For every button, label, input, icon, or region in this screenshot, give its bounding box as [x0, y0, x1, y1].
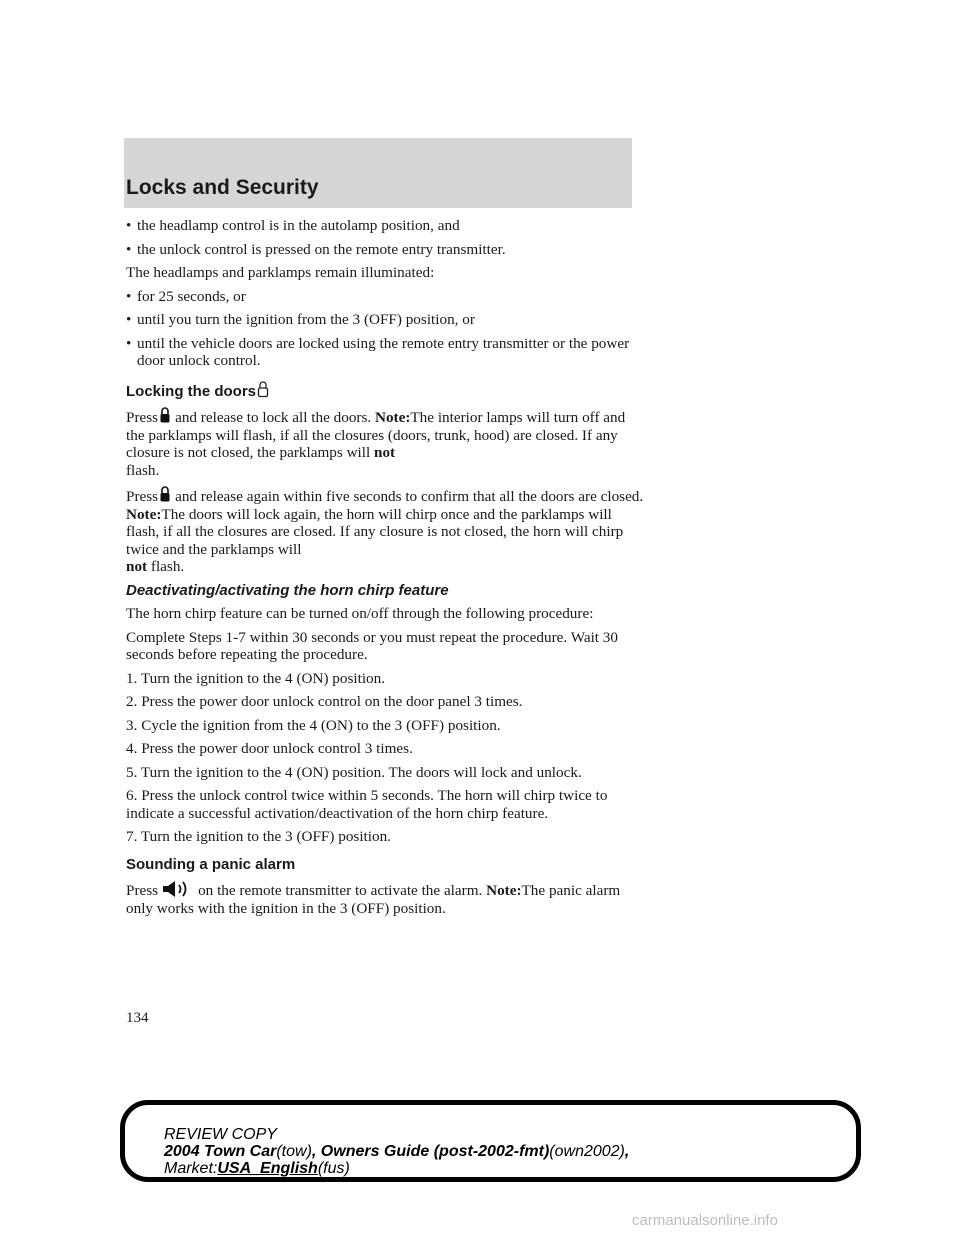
- bullet-dot: •: [126, 217, 132, 234]
- page-content: [126, 217, 646, 923]
- page-number: 134: [126, 1010, 149, 1026]
- bullet-dot: •: [126, 287, 132, 305]
- list-item: • until the vehicle doors are locked using the remote entry transmitter or the power door unlock control.: [126, 334, 630, 369]
- step-item: 1. Turn the ignition to the 4 (ON) position.: [126, 669, 386, 687]
- paragraph-lock-press: Press and release to lock all the doors. Note:The interior lamps will turn off and the parklamps will flash, if all the closures (doors, trunk, hood) are closed. If any closure is not closed, the parklamps will not flash.: [126, 406, 646, 479]
- step-item: 5. Turn the ignition to the 4 (ON) position. The doors will lock and unlock.: [126, 763, 582, 781]
- review-model-line: 2004 Town Car(tow), Owners Guide (post-2002-fmt)(own2002),: [164, 1143, 630, 1160]
- list-item: • the headlamp control is in the autolamp position, and: [126, 217, 460, 234]
- review-copy-text: [164, 1126, 629, 1177]
- step-item: 7. Turn the ignition to the 3 (OFF) position.: [126, 828, 391, 845]
- watermark: carmanualsonline.info: [632, 1212, 778, 1229]
- lock-icon: [257, 380, 269, 398]
- review-market-line: Market:USA_English(fus): [164, 1160, 350, 1177]
- paragraph-horn-intro: The horn chirp feature can be turned on/off through the following procedure:: [126, 605, 594, 622]
- list-item: • until you turn the ignition from the 3 (OFF) position, or: [126, 311, 475, 328]
- step-item: 2. Press the power door unlock control on the door panel 3 times.: [126, 693, 523, 710]
- paragraph-headlamps: The headlamps and parklamps remain illuminated:: [126, 264, 435, 281]
- horn-icon: [160, 879, 194, 899]
- paragraph-horn-complete: Complete Steps 1-7 within 30 seconds or you must repeat the procedure. Wait 30 seconds before repeating the procedure.: [126, 628, 618, 663]
- section-title: Locks and Security: [126, 176, 319, 199]
- heading-panic-alarm: Sounding a panic alarm: [126, 855, 296, 873]
- heading-locking-doors: Locking the doors: [126, 380, 646, 401]
- lock-icon: [159, 485, 171, 503]
- list-item: • for 25 seconds, or: [126, 287, 246, 305]
- list-item: • the unlock control is pressed on the remote entry transmitter.: [126, 240, 506, 258]
- paragraph-lock-confirm: Press and release again within five seconds to confirm that all the doors are closed. Note:The doors will lock again, the horn will chirp once and the parklamps will flash, if all the closures are closed. If any closure is not closed, the horn will chirp twice and the parklamps will not flash.: [126, 485, 646, 576]
- bullet-dot: •: [126, 311, 132, 328]
- step-item: 4. Press the power door unlock control 3 times.: [126, 740, 413, 757]
- step-item: 6. Press the unlock control twice within 5 seconds. The horn will chirp twice to indicate a successful activation/deactivation of the horn chirp feature.: [126, 787, 608, 822]
- lock-icon: [159, 406, 171, 424]
- bullet-dot: •: [126, 240, 132, 258]
- heading-horn-chirp: Deactivating/activating the horn chirp feature: [126, 581, 449, 599]
- step-item: 3. Cycle the ignition from the 4 (ON) to the 3 (OFF) position.: [126, 716, 501, 734]
- review-copy-label: REVIEW COPY: [164, 1126, 277, 1143]
- paragraph-panic: Press on the remote transmitter to activate the alarm. Note:The panic alarm only works with the ignition in the 3 (OFF) position.: [126, 879, 646, 917]
- bullet-dot: •: [126, 334, 132, 352]
